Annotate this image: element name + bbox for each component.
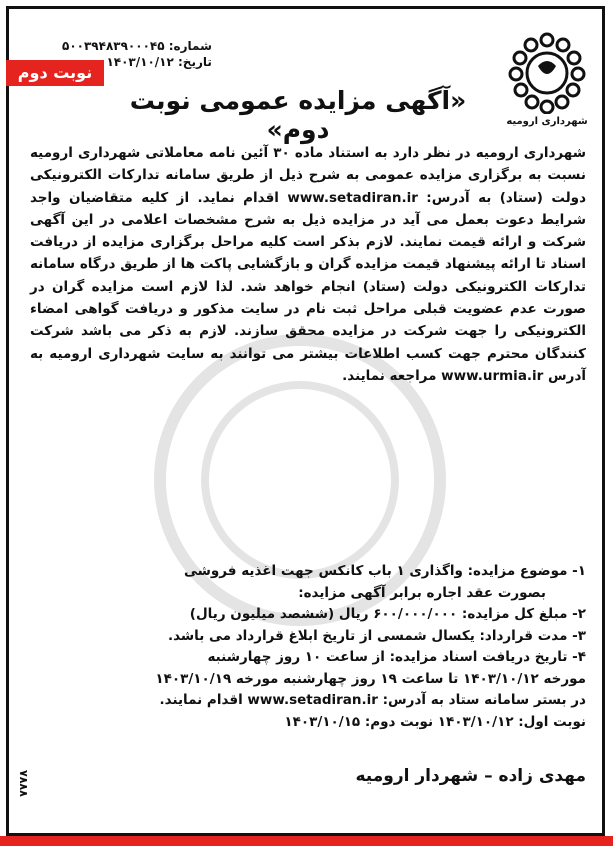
item-amount: ۲- مبلغ کل مزایده: ۶۰۰/۰۰۰/۰۰۰ ریال (ششصد میلیون ریال) <box>189 606 586 622</box>
item-address: در بستر سامانه ستاد به آدرس: www.setadiran.ir اقدام نمایند. <box>159 692 586 708</box>
document-date: تاریخ: ۱۴۰۳/۱۰/۱۲ <box>106 55 212 69</box>
publish-rounds: نوبت اول: ۱۴۰۳/۱۰/۱۲ نوبت دوم: ۱۴۰۳/۱۰/۱۵ <box>284 713 586 730</box>
item-dates: ۴- تاریخ دریافت اسناد مزایده: از ساعت ۱۰ روز چهارشنبه <box>207 649 586 665</box>
item-subject-cont: بصورت عقد اجاره برابر آگهی مزایده: <box>298 584 546 601</box>
body-paragraph: شهرداری ارومیه در نظر دارد به استناد ماده ۳۰ آئین نامه معاملاتی شهرداری ارومیه نسبت به برگزاری مزایده عمومی به شرح ذیل از طریق سامانه تدارکات الکترونیکی دولت (ستاد) به آدرس: www.setadiran.ir اقدام نماید. از کلیه متقاضیان واجد شرایط دعوت بعمل می آید در مزایده ذیل به شرح مشخصات اعلامی در این آگهی شرکت و ارائه قیمت نمایند. لازم بذکر است کلیه مراحل برگزاری مزایده از دریافت اسناد تا ارائه پیشنهاد قیمت مزایده گران و بازگشایی پاکت ها از طریق درگاه سامانه تدارکات الکترونیکی دولت (ستاد) انجام خواهد شد. لذا لازم است مزایده گران در صورت عدم عضویت قبلی مراحل ثبت نام در سایت مذکور و دریافت گواهی امضاء الکترونیکی را جهت شرکت در مزایده محقق سازند. لازم به ذکر می باشد شرکت کنندگان محترم جهت کسب اطلاعات بیشتر می توانند به سایت شهرداری ارومیه به آدرس www.urmia.ir مراجعه نمایند. <box>30 145 586 384</box>
logo-caption: شهرداری ارومیه <box>506 116 588 127</box>
side-code: ۷۸۸۸ <box>17 770 30 797</box>
signature: مهدی زاده – شهردار ارومیه <box>355 766 586 786</box>
bottom-accent-bar <box>0 836 613 846</box>
municipality-logo <box>497 32 597 144</box>
item-duration: ۳- مدت قرارداد: یکسال شمسی از تاریخ ابلاغ قرارداد می باشد. <box>167 627 586 644</box>
item-subject: ۱- موضوع مزایده: واگذاری ۱ باب کانکس جهت اغذیه فروشی <box>183 563 586 579</box>
auction-items <box>30 561 586 733</box>
announcement-body <box>30 142 586 387</box>
page-title: «آگهی مزایده عمومی نوبت دوم» <box>129 86 467 144</box>
item-dates-cont: مورخه ۱۴۰۳/۱۰/۱۲ تا ساعت ۱۹ روز چهارشنبه مورخه ۱۴۰۳/۱۰/۱۹ <box>155 670 586 687</box>
document-number: شماره: ۵۰۰۳۹۴۸۳۹۰۰۰۴۵ <box>62 39 212 53</box>
round-badge: نوبت دوم <box>6 60 104 86</box>
